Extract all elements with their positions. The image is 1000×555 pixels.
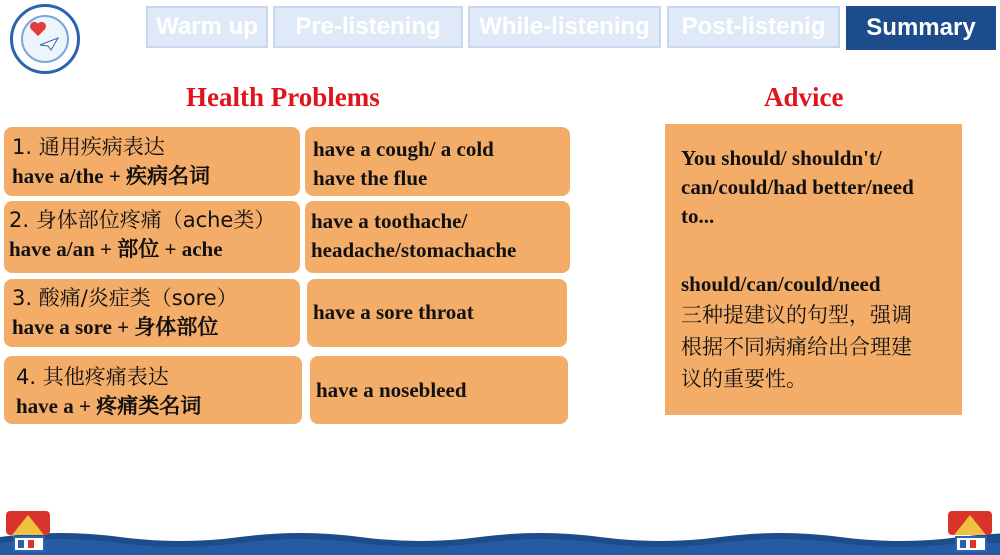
tab-pre-listening[interactable]: Pre-listening	[273, 6, 463, 48]
advice-line: 三种提建议的句型，强调	[681, 303, 912, 327]
category-pattern: have a/the + 疾病名词	[12, 164, 211, 188]
category-title: 1. 通用疾病表达	[12, 135, 165, 159]
category-title: 4. 其他疼痛表达	[16, 365, 169, 389]
category-pattern: have a + 疼痛类名词	[16, 394, 202, 418]
example-line: have a toothache/	[311, 209, 468, 233]
example-line: headache/stomachache	[311, 238, 517, 262]
example-box	[305, 201, 570, 273]
tab-warm-up[interactable]: Warm up	[146, 6, 268, 48]
example-box	[305, 127, 570, 196]
example-line: have the flue	[313, 166, 428, 190]
example-line: have a nosebleed	[316, 378, 467, 402]
corner-decoration-icon	[4, 505, 54, 555]
tab-summary[interactable]: Summary	[846, 6, 996, 50]
example-box	[307, 279, 567, 347]
advice-line: should/can/could/need	[681, 272, 881, 296]
problem-category-box	[4, 201, 300, 273]
category-title: 2. 身体部位疼痛（ache类）	[9, 208, 276, 232]
paper-plane-icon	[39, 37, 59, 51]
tab-while-listening[interactable]: While-listening	[468, 6, 661, 48]
advice-line: 议的重要性。	[681, 367, 807, 391]
school-logo-icon	[10, 4, 80, 74]
category-pattern: have a/an + 部位 + ache	[9, 237, 223, 261]
example-line: have a cough/ a cold	[313, 137, 494, 161]
bottom-wave-decoration	[0, 527, 1000, 555]
category-pattern: have a sore + 身体部位	[12, 315, 219, 339]
corner-decoration-icon	[946, 505, 996, 555]
advice-line: You should/ shouldn't/	[681, 146, 882, 170]
advice-line: to...	[681, 204, 715, 228]
health-problems-heading: Health Problems	[186, 82, 380, 112]
advice-line: can/could/had better/need	[681, 175, 914, 199]
advice-box	[665, 124, 962, 415]
problem-category-box	[4, 279, 300, 347]
example-line: have a sore throat	[313, 300, 474, 324]
advice-heading: Advice	[764, 82, 844, 112]
heart-icon	[29, 21, 47, 37]
example-box	[310, 356, 568, 424]
category-title: 3. 酸痛/炎症类（sore）	[12, 286, 238, 310]
top-navigation	[0, 0, 1000, 56]
problem-category-box	[4, 356, 302, 424]
problem-category-box	[4, 127, 300, 196]
advice-line: 根据不同病痛给出合理建	[681, 335, 912, 359]
tab-post-listening[interactable]: Post-listenig	[667, 6, 840, 48]
